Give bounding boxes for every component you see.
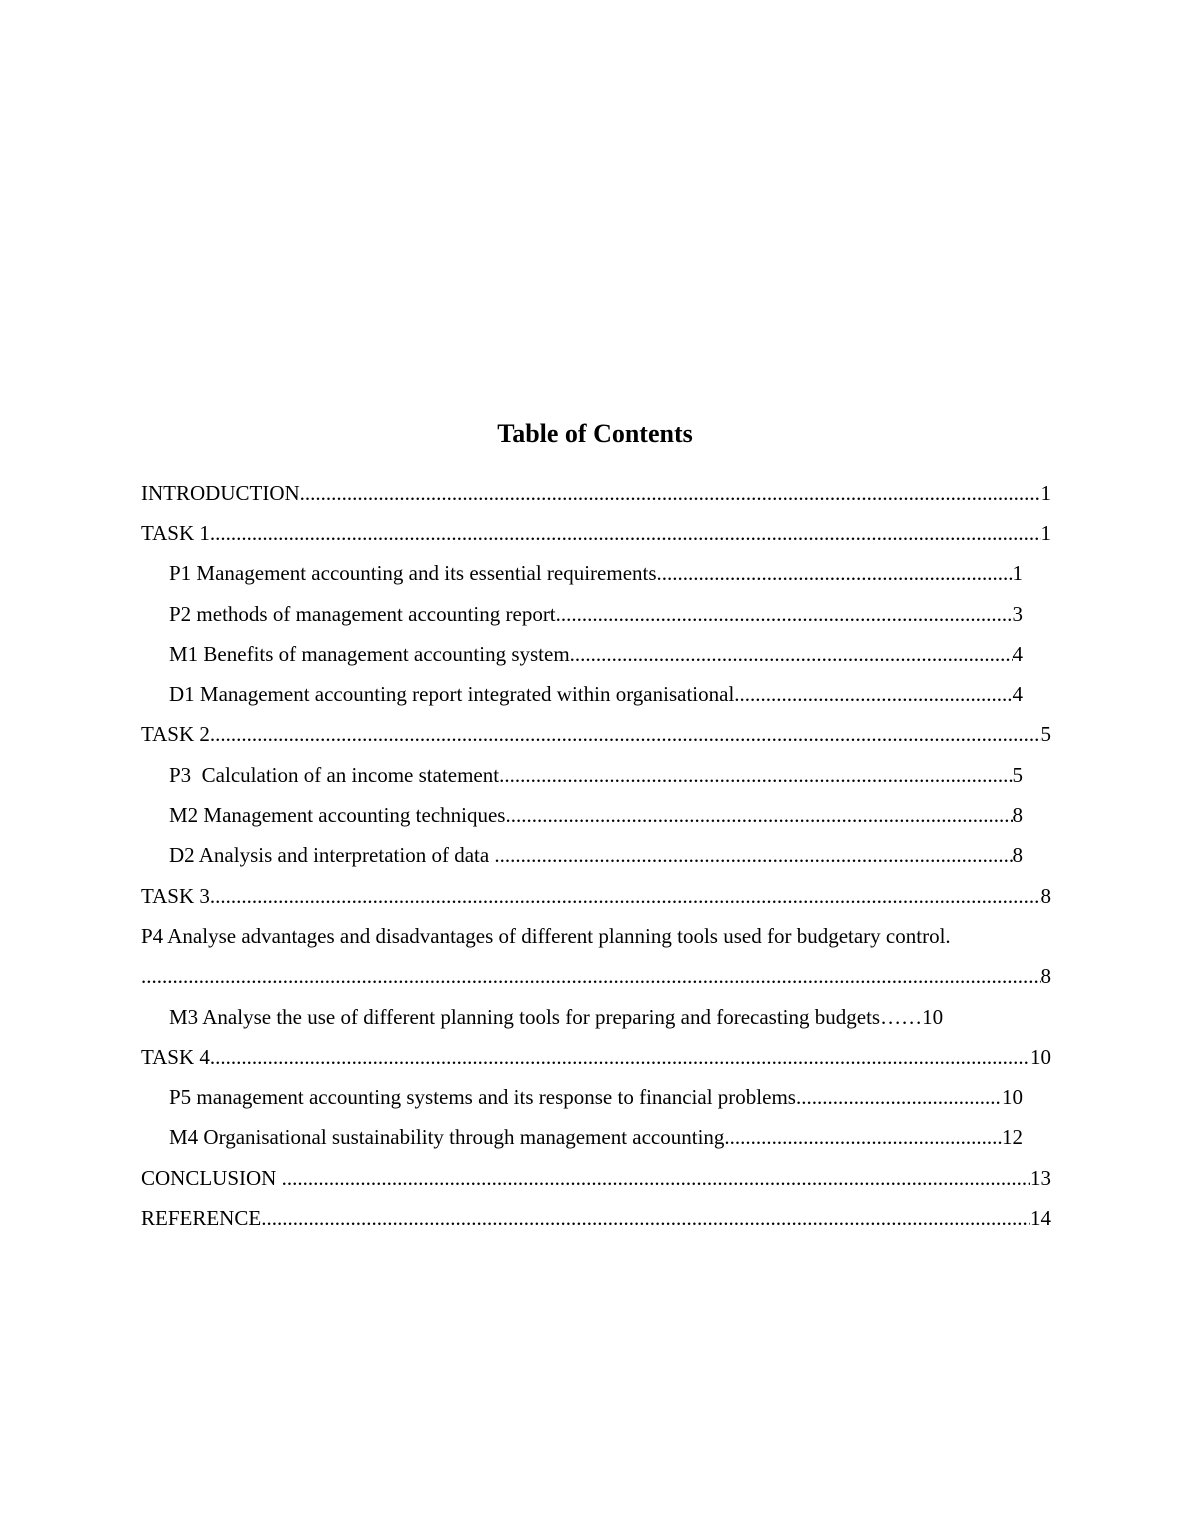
dot-leader: [556, 602, 1013, 627]
dot-leader: [210, 521, 1041, 546]
toc-entry-label: M1 Benefits of management accounting system: [169, 641, 570, 666]
toc-entry-label: M4 Organisational sustainability through management accounting: [169, 1125, 725, 1150]
toc-entry-reference[interactable]: [141, 1198, 1051, 1238]
toc-page-number: 8: [1012, 803, 1023, 828]
dot-leader: [210, 1045, 1030, 1070]
toc-entry-label: P3 Calculation of an income statement: [169, 762, 500, 787]
toc-entry-label: P2 methods of management accounting report: [169, 601, 556, 626]
toc-entry-d1[interactable]: [141, 674, 1023, 714]
toc-page-number: 14: [1030, 1205, 1051, 1230]
toc-page-number: 13: [1030, 1165, 1051, 1190]
toc-entry-p3[interactable]: [141, 755, 1023, 795]
dot-leader: [282, 1166, 1030, 1191]
toc-entry-conclusion[interactable]: [141, 1158, 1051, 1198]
toc-page-number: 1: [1012, 561, 1023, 586]
toc-entry-label: CONCLUSION: [141, 1165, 282, 1190]
toc-entry-label: D2 Analysis and interpretation of data: [169, 843, 495, 868]
toc-page-number: 10: [922, 1004, 944, 1029]
toc-page-number: 1: [1040, 480, 1051, 505]
toc-page-number: 8: [1012, 843, 1023, 868]
dot-leader: [657, 561, 1013, 586]
dot-leader: [499, 763, 1012, 788]
toc-page-number: 5: [1012, 762, 1023, 787]
toc-page-number: 8: [1040, 883, 1051, 908]
dot-leader: [141, 964, 1041, 989]
dot-leader: [505, 803, 1012, 828]
toc-entry-m1[interactable]: [141, 634, 1023, 674]
toc-entry-label: D1 Management accounting report integrated within organisational: [169, 682, 735, 707]
toc-entry-p4[interactable]: [141, 916, 1051, 956]
toc-entry-task-2[interactable]: [141, 715, 1051, 755]
toc-entry-label: TASK 1: [141, 520, 210, 545]
toc-page-number: 5: [1040, 722, 1051, 747]
toc-entry-label: M2 Management accounting techniques: [169, 803, 506, 828]
toc-entry-label: TASK 3: [141, 883, 210, 908]
table-of-contents: [141, 473, 1051, 1239]
toc-page-number: 10: [1002, 1085, 1023, 1110]
toc-entry-task-1[interactable]: [141, 513, 1051, 553]
toc-page-number: 3: [1012, 601, 1023, 626]
toc-entry-d2[interactable]: [141, 836, 1023, 876]
dot-leader: [261, 1206, 1030, 1231]
toc-entry-label: P5 management accounting systems and its response to financial problems: [169, 1085, 796, 1110]
toc-page-number: 10: [1030, 1044, 1051, 1069]
toc-entry-label: M3 Analyse the use of different planning tools for preparing and forecasting budgets……: [169, 1004, 923, 1029]
dot-leader: [734, 682, 1012, 707]
toc-entry-task-3[interactable]: [141, 876, 1051, 916]
toc-entry-task-4[interactable]: [141, 1037, 1051, 1077]
toc-entry-label: TASK 4: [141, 1044, 210, 1069]
toc-page-number: 8: [1040, 964, 1051, 989]
toc-entry-label: P1 Management accounting and its essential requirements: [169, 561, 657, 586]
dot-leader: [796, 1085, 1002, 1110]
toc-entry-p4-continuation[interactable]: [141, 957, 1051, 997]
toc-entry-m3[interactable]: [141, 997, 1023, 1037]
toc-entry-p1[interactable]: [141, 554, 1023, 594]
toc-title: Table of Contents: [497, 419, 693, 448]
toc-entry-p2[interactable]: [141, 594, 1023, 634]
dot-leader: [300, 481, 1041, 506]
toc-entry-m2[interactable]: [141, 795, 1023, 835]
toc-page-number: 4: [1012, 682, 1023, 707]
toc-entry-label: TASK 2: [141, 722, 210, 747]
dot-leader: [210, 884, 1041, 909]
toc-page-number: 4: [1012, 641, 1023, 666]
toc-entry-label: P4 Analyse advantages and disadvantages of different planning tools used for budgetary control.: [141, 923, 951, 948]
toc-page-number: 12: [1002, 1125, 1023, 1150]
toc-entry-label: REFERENCE: [141, 1205, 262, 1230]
toc-entry-m4[interactable]: [141, 1118, 1023, 1158]
toc-entry-label: INTRODUCTION: [141, 480, 300, 505]
dot-leader: [724, 1125, 1002, 1150]
dot-leader: [210, 722, 1041, 747]
toc-entry-introduction[interactable]: [141, 473, 1051, 513]
dot-leader: [494, 843, 1012, 868]
toc-entry-p5[interactable]: [141, 1077, 1023, 1117]
toc-page-number: 1: [1040, 520, 1051, 545]
dot-leader: [570, 642, 1013, 667]
